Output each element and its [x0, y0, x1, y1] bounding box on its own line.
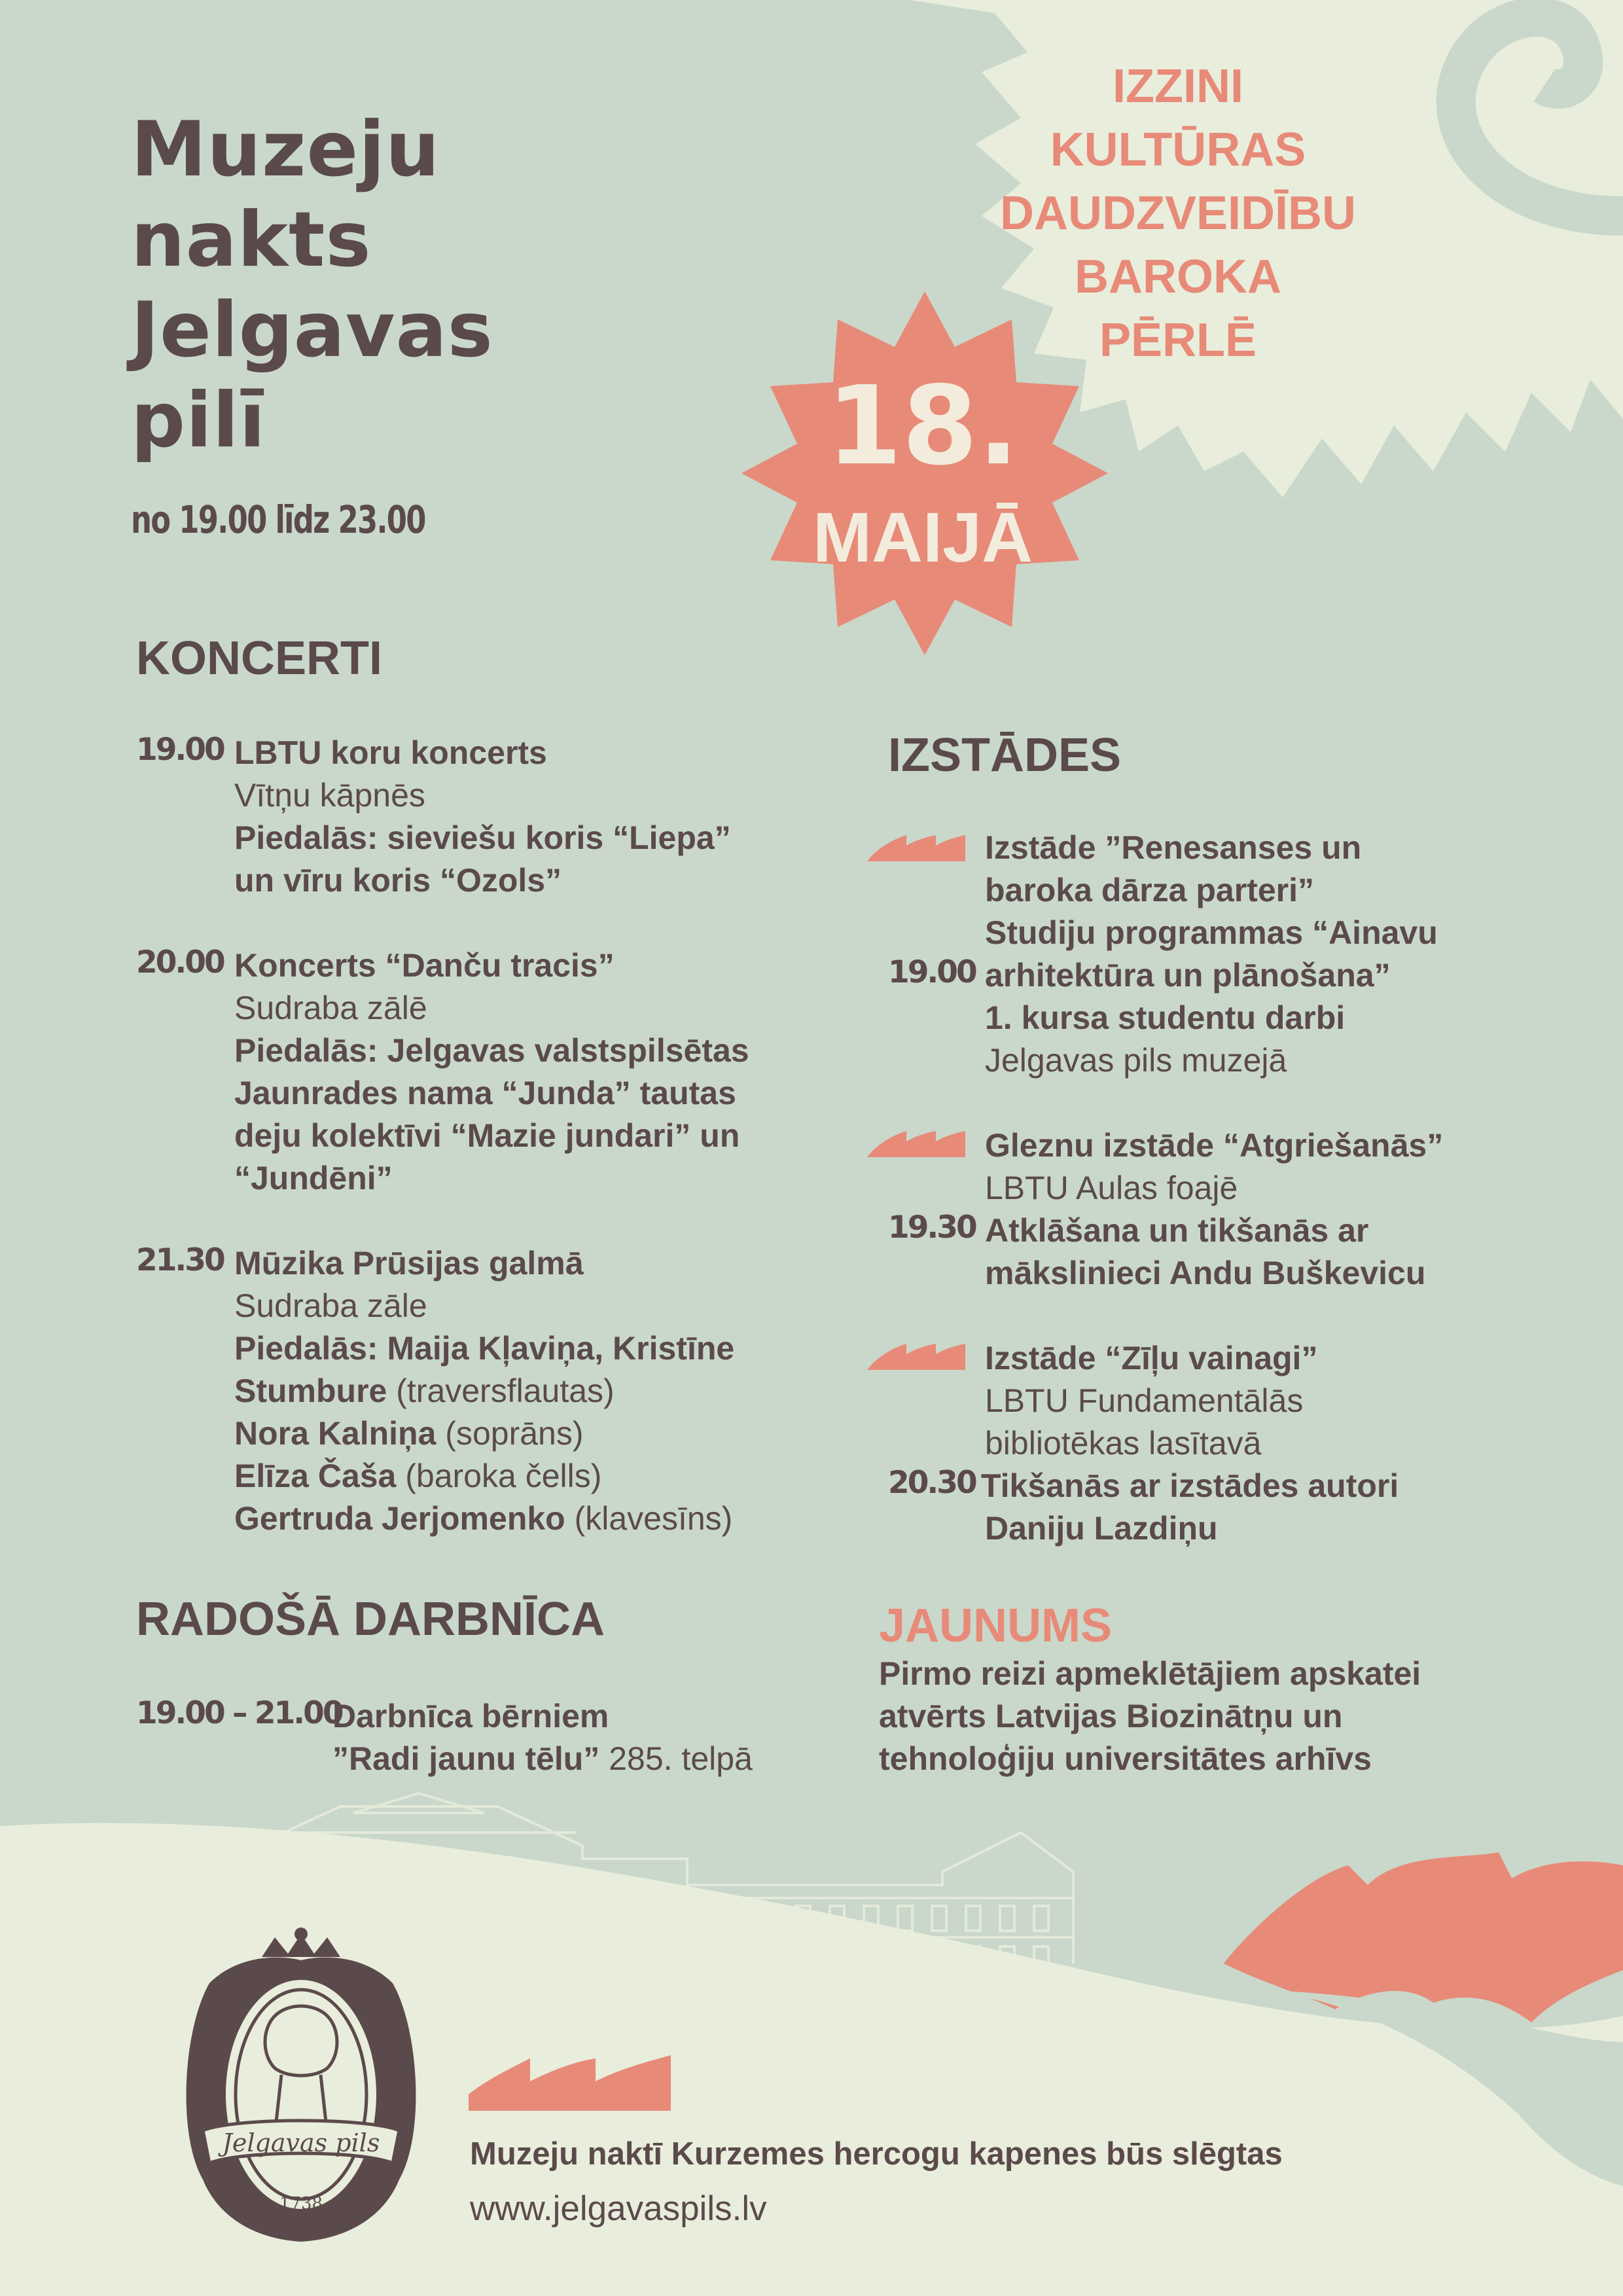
concert-1-details: [234, 732, 731, 902]
concert-3-time: 21.30: [136, 1242, 224, 1278]
slogan-line-5: PĒRLĒ: [1099, 314, 1257, 367]
exhibitions-heading: IZSTĀDES: [888, 729, 1122, 781]
exhibition-1-line-1: Izstāde ”Renesanses un: [985, 829, 1362, 866]
palace-window: [966, 1906, 980, 1931]
slogan-line-2: KULTŪRAS: [1050, 124, 1306, 176]
concert-3-line-2: Sudraba zāle: [234, 1287, 427, 1324]
exhibition-2-line-2: LBTU Aulas foajē: [985, 1170, 1238, 1206]
exhibition-2-details: [985, 1124, 1443, 1295]
exhibition-3-meeting: [981, 1465, 1399, 1550]
slogan-line-3: DAUDZVEIDĪBU: [999, 187, 1356, 240]
slogan-line-1: IZZINI: [1113, 60, 1243, 113]
date-number: 18.: [826, 363, 1020, 490]
concert-1-time: 19.00: [136, 732, 224, 768]
concert-3-line-3: Piedalās: Maija Kļaviņa, Kristīne: [234, 1330, 735, 1367]
palace-window: [1000, 1906, 1014, 1931]
workshop-heading: RADOŠĀ DARBNĪCA: [136, 1593, 605, 1645]
concert-2-time: 20.00: [136, 944, 224, 980]
crest-oval: [226, 1980, 376, 2209]
concert-2-details: [234, 944, 749, 1200]
palace-window: [898, 1906, 912, 1931]
palace-window: [932, 1906, 946, 1931]
palace-window: [1034, 1906, 1048, 1931]
exhibition-3-line-3: bibliotēkas lasītavā: [985, 1425, 1262, 1462]
exhibition-marker-2: [867, 1131, 965, 1157]
title-line-1: Muzeju: [131, 105, 440, 194]
concert-3-line-1: Mūzika Prūsijas galmā: [234, 1245, 584, 1282]
news-line-2: atvērts Latvijas Biozinātņu un: [879, 1698, 1343, 1734]
exhibition-marker-1: [867, 835, 965, 861]
concert-1-line-3: Piedalās: sieviešu koris “Liepa”: [234, 819, 731, 856]
page-title: [131, 105, 493, 466]
website-link[interactable]: www.jelgavaspils.lv: [470, 2189, 767, 2228]
workshop-line-2: ”Radi jaunu tēlu” 285. telpā: [332, 1740, 753, 1777]
exhibition-markers: [867, 835, 965, 1370]
exhibition-1-time: 19.00: [888, 954, 976, 990]
exhibition-1-line-2: baroka dārza parteri”: [985, 872, 1314, 908]
exhibition-3-line-4: Tikšanās ar izstādes autori: [981, 1467, 1399, 1504]
concert-2-line-4: Jaunrades nama “Junda” tautas: [234, 1075, 736, 1111]
exhibition-1-details: [985, 827, 1438, 1082]
exhibition-2-line-3: Atklāšana un tikšanās ar: [985, 1212, 1369, 1249]
concert-3-line-6: Elīza Čaša (baroka čells): [234, 1458, 602, 1494]
exhibition-1-line-3: Studiju programmas “Ainavu: [985, 914, 1438, 951]
workshop-time: 19.00 – 21.00: [136, 1695, 342, 1731]
concert-1-line-2: Vītņu kāpnēs: [234, 777, 425, 814]
exhibition-3-details: [985, 1337, 1317, 1465]
exhibition-2-time: 19.30: [888, 1210, 976, 1246]
news-line-1: Pirmo reizi apmeklētājiem apskatei: [879, 1655, 1421, 1692]
workshop-details: [332, 1695, 753, 1780]
exhibition-1-line-6: Jelgavas pils muzejā: [985, 1042, 1287, 1079]
slogan: [903, 55, 1453, 372]
title-line-3: Jelgavas: [131, 286, 493, 374]
concert-1-line-1: LBTU koru koncerts: [234, 734, 547, 771]
concert-2-line-3: Piedalās: Jelgavas valstspilsētas: [234, 1032, 749, 1069]
logo-name-text: Jelgavas pils: [222, 2128, 380, 2157]
slogan-line-4: BAROKA: [1075, 251, 1281, 303]
jelgavas-pils-crest-logo: [187, 1928, 416, 2242]
concert-3-details: [234, 1242, 734, 1540]
date-month: MAIJĀ: [812, 497, 1033, 577]
logo-year-text: 1738: [279, 2194, 323, 2214]
time-range: no 19.00 līdz 23.00: [131, 497, 425, 542]
exhibition-marker-3: [867, 1344, 965, 1370]
exhibition-3-line-1: Izstāde “Zīļu vainagi”: [985, 1340, 1318, 1376]
concert-3-line-5: Nora Kalniņa (soprāns): [234, 1415, 584, 1452]
concert-2-line-6: “Jundēni”: [234, 1160, 393, 1196]
concert-2-line-1: Koncerts “Danču tracis”: [234, 947, 615, 984]
news-text: [879, 1653, 1421, 1780]
exhibition-1-line-4: arhitektūra un plānošana”: [985, 957, 1391, 994]
coral-arrow: [1224, 1852, 1623, 2022]
concert-3-line-4: Stumbure (traversflautas): [234, 1372, 615, 1409]
workshop-line-1: Darbnīca bērniem: [332, 1698, 609, 1734]
exhibition-3-time: 20.30: [888, 1465, 976, 1501]
concert-2-line-5: deju kolektīvi “Mazie jundari” un: [234, 1117, 740, 1154]
exhibition-3-line-5: Daniju Lazdiņu: [985, 1510, 1218, 1547]
exhibition-3-line-2: LBTU Fundamentālās: [985, 1382, 1304, 1419]
concert-2-line-2: Sudraba zālē: [234, 990, 427, 1026]
title-line-4: pilī: [131, 376, 266, 465]
crest-crown-orb: [294, 1928, 308, 1941]
concerts-heading: KONCERTI: [136, 632, 382, 685]
exhibition-2-line-1: Gleznu izstāde “Atgriešanās”: [985, 1127, 1444, 1164]
news-line-3: tehnoloģiju universitātes arhīvs: [879, 1740, 1372, 1777]
footer-note: Muzeju naktī Kurzemes hercogu kapenes būs slēgtas: [470, 2136, 1283, 2172]
exhibition-1-line-5: 1. kursa studentu darbi: [985, 999, 1346, 1036]
exhibition-2-line-4: mākslinieci Andu Buškevicu: [985, 1255, 1426, 1291]
news-heading: JAUNUMS: [879, 1600, 1113, 1652]
concert-1-line-4: un vīru koris “Ozols”: [234, 862, 562, 899]
concert-3-line-7: Gertruda Jerjomenko (klavesīns): [234, 1500, 733, 1537]
title-line-2: nakts: [131, 196, 372, 284]
